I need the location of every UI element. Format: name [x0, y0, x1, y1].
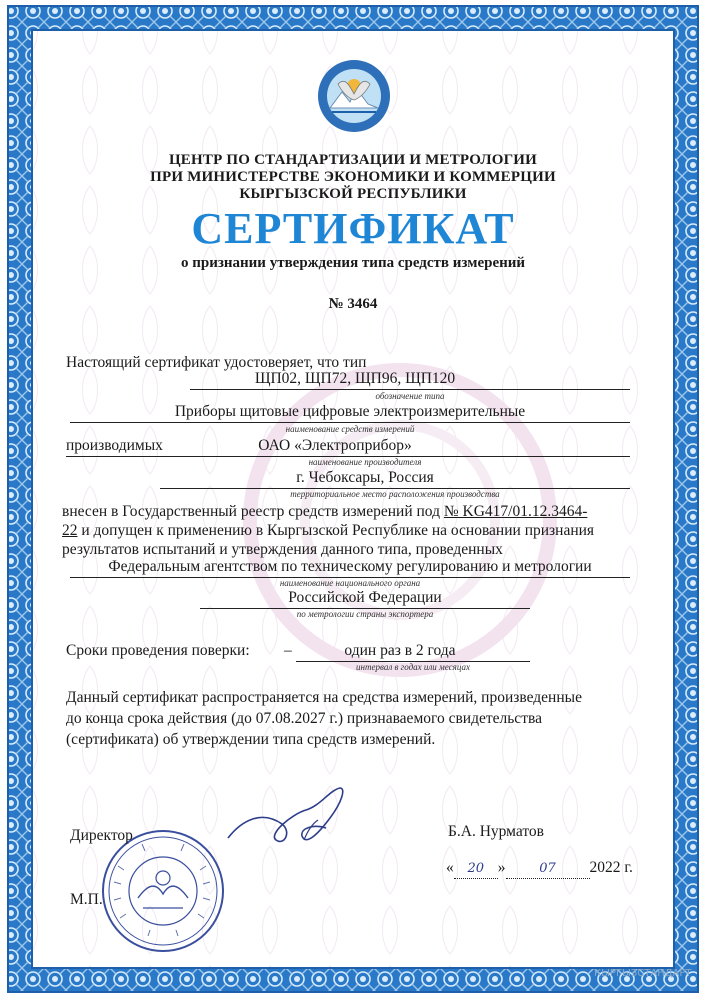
type-caption: обозначение типа: [375, 391, 445, 401]
verification-label: Сроки проведения поверки:: [66, 642, 250, 659]
signature-icon: [222, 780, 352, 860]
producer-value: ОАО «Электроприбор»: [258, 437, 412, 454]
production-place: г. Чебоксары, Россия: [296, 469, 434, 486]
country-caption: по метрологии страны экспортера: [296, 609, 434, 619]
validity-line-1: Данный сертификат распространяется на средства измерений, произведенные: [66, 689, 582, 706]
org-line-3: КЫРГЫЗСКОЙ РЕСПУБЛИКИ: [239, 186, 467, 202]
instrument-name: Приборы щитовые цифровые электроизмерительные: [174, 403, 526, 420]
agency-caption: наименование национального органа: [279, 578, 421, 588]
document-title: СЕРТИФИКАТ: [191, 204, 515, 253]
organization-name: [100, 152, 606, 203]
director-label: Директор: [70, 827, 133, 844]
signing-date: [446, 858, 633, 879]
registry-number: № KG417/01.12.3464-: [443, 503, 588, 520]
verification-caption: интервал в годах или месяцах: [356, 662, 470, 672]
document-subtitle: о признании утверждения типа средств измерений: [180, 255, 526, 271]
kyrgyz-emblem-icon: [316, 58, 392, 134]
date-month: 07: [539, 861, 556, 876]
producer-label: производимых: [66, 437, 163, 454]
date-open-quote: «: [446, 859, 454, 876]
validity-line-2: до конца срока действия (до 07.08.2027 г.) признаваемого свидетельства: [66, 710, 542, 727]
director-name: Б.А. Нурматов: [448, 823, 544, 840]
type-value: ЩП02, ЩП72, ЩП96, ЩП120: [254, 370, 456, 387]
registry-number-suffix: 22: [62, 522, 78, 539]
watermark: КЫРГЫЗСТАНДАРТ: [594, 968, 692, 979]
registry-line-1: [62, 502, 587, 521]
registry-line-3: результатов испытаний и утверждения данного типа, проведенных: [62, 541, 503, 558]
intro-text: Настоящий сертификат удостоверяет, что тип: [66, 354, 367, 371]
registry-line-2: [62, 521, 594, 540]
round-seal-icon: [98, 826, 228, 956]
producer-caption: наименование производителя: [308, 457, 422, 467]
certificate-number: № 3464: [328, 296, 378, 312]
production-place-caption: территориальное место расположения производства: [290, 489, 500, 499]
country-name: Российской Федерации: [288, 589, 442, 606]
registry-text: внесен в Государственный реестр средств измерений под: [62, 503, 440, 520]
instrument-name-caption: наименование средств измерений: [285, 424, 415, 434]
verification-interval: один раз в 2 года: [344, 642, 456, 659]
org-line-1: ЦЕНТР ПО СТАНДАРТИЗАЦИИ И МЕТРОЛОГИИ: [168, 152, 538, 168]
registry-text-continued: и допущен к применению в Кыргызской Республике на основании признания: [77, 522, 595, 539]
agency-name: Федеральным агентством по техническому регулированию и метрологии: [108, 558, 592, 575]
seal-label: М.П.: [70, 891, 103, 908]
org-line-2: ПРИ МИНИСТЕРСТВЕ ЭКОНОМИКИ И КОММЕРЦИИ: [150, 169, 556, 185]
date-year: 2022 г.: [589, 859, 633, 876]
date-day: 20: [467, 861, 485, 876]
validity-line-3: (сертификата) об утверждении типа средств измерений.: [66, 731, 436, 748]
date-close-quote: »: [497, 859, 506, 876]
verification-dash: –: [284, 642, 292, 659]
